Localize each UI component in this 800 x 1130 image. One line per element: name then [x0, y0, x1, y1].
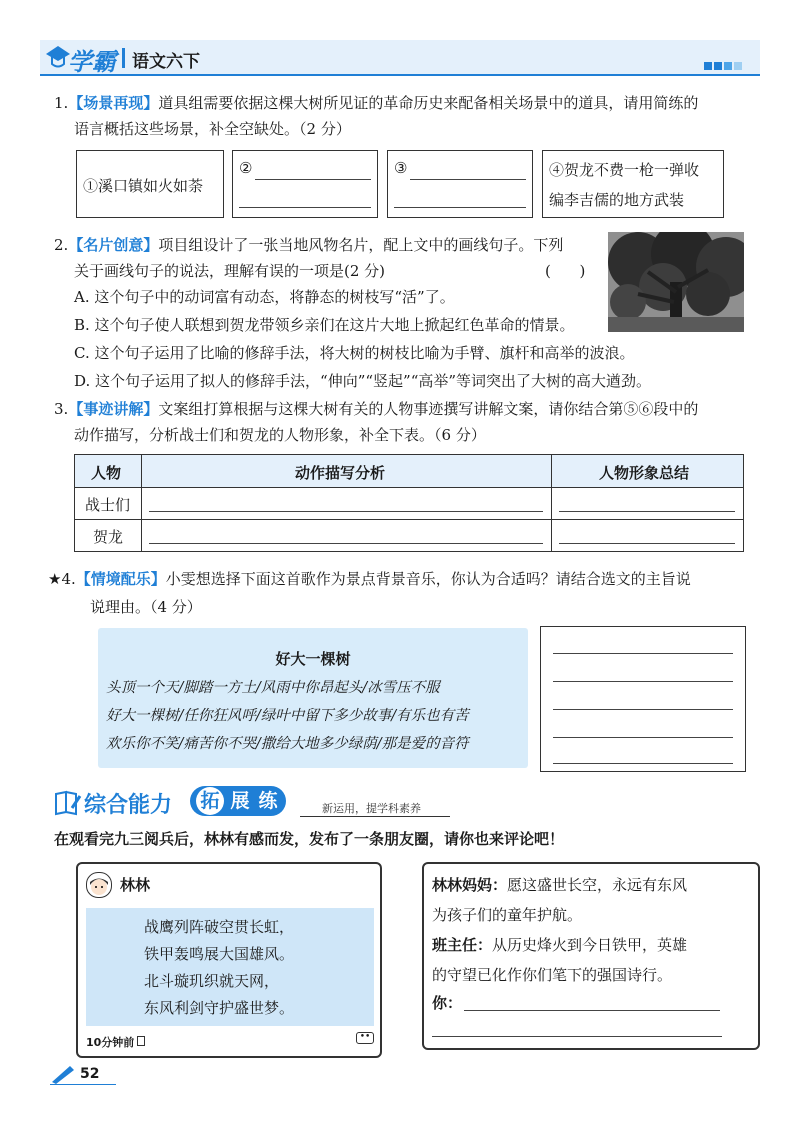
tree-photo	[608, 232, 744, 332]
brand-name: 学霸	[68, 48, 116, 76]
graduation-cap-icon	[44, 42, 70, 72]
q2-option-a[interactable]: A. 这个句子中的动词富有动态，将静态的树枝写“活”了。	[74, 288, 455, 306]
q3-header-analysis: 动作描写分析	[295, 464, 386, 482]
song-line-2: 好大一棵树/任你狂风呼/绿叶中留下多少故事/有乐也有苦	[106, 708, 469, 724]
q5-prompt: 在观看完九三阅兵后，林林有感而发，发布了一条朋友圈，请你也来评论吧！	[54, 830, 565, 848]
avatar	[86, 872, 112, 898]
q3-line2: 动作描写，分析战士们和贺龙的人物形象，补全下表。（6 分）	[74, 426, 486, 444]
header-divider	[122, 48, 125, 68]
you-label: 你：	[432, 994, 463, 1012]
your-comment-line-1[interactable]	[464, 1010, 720, 1011]
q3-blank-2a[interactable]	[149, 543, 543, 544]
header-dots	[704, 55, 742, 74]
q3-line1: 3.【事迹讲解】文案组打算根据与这棵大树有关的人物事迹撰写讲解文案，请你结合第⑤⑥段中的	[54, 400, 699, 418]
q2-answer-paren[interactable]: ( )	[545, 262, 586, 280]
q2-option-d[interactable]: D. 这个句子运用了拟人的修辞手法，“伸向”“竖起”“高举”等词突出了大树的高大遒劲。	[74, 372, 652, 390]
comment-1-line2: 为孩子们的童年护航。	[432, 906, 583, 924]
q2-option-b[interactable]: B. 这个句子使人联想到贺龙带领乡亲们在这片大地上掀起红色革命的情景。	[74, 316, 575, 334]
post-author: 林林	[120, 876, 151, 894]
q2-option-c[interactable]: C. 这个句子运用了比喻的修辞手法，将大树的树枝比喻为手臂、旗杆和高举的波浪。	[74, 344, 635, 362]
q1-box-4: ④贺龙不费一枪一弹收 编李吉儒的地方武装	[542, 150, 724, 218]
q3-blank-1b[interactable]	[559, 511, 735, 512]
q3-row-soldiers: 战士们	[85, 496, 131, 514]
song-line-1: 头顶一个天/脚踏一方土/风雨中你昂起头/冰雪压不服	[106, 680, 440, 696]
footer-rule	[50, 1084, 116, 1085]
q1-box-2[interactable]: ②	[232, 150, 378, 218]
your-comment-line-2[interactable]	[432, 1036, 722, 1037]
moments-post	[76, 862, 382, 1058]
comments-box	[422, 862, 760, 1050]
post-time: 10分钟前	[86, 1034, 145, 1050]
comment-1-line1: 林林妈妈：愿这盛世长空，永远有东风	[432, 876, 688, 894]
pen-icon	[50, 1062, 76, 1084]
section-title: 综合能力	[84, 793, 173, 818]
q1-box-1: ①溪口镇如火如荼	[76, 150, 224, 218]
section-underline	[300, 816, 450, 817]
q1-line2: 语言概括这些场景，补全空缺处。（2 分）	[74, 120, 351, 138]
song-line-3: 欢乐你不笑/痛苦你不哭/撒给大地多少绿荫/那是爱的音符	[106, 736, 469, 752]
q4-line2: 说理由。（4 分）	[90, 598, 202, 616]
q3-blank-2b[interactable]	[559, 543, 735, 544]
page-number: 52	[80, 1066, 100, 1082]
q3-header-summary: 人物形象总结	[599, 464, 690, 482]
header-subject: 语文六下	[132, 52, 200, 72]
q2-line1: 2.【名片创意】项目组设计了一张当地风物名片，配上文中的画线句子。下列	[54, 236, 564, 254]
q3-table	[74, 454, 744, 552]
pencil-book-icon	[54, 790, 82, 816]
q1-line1: 1.【场景再现】道具组需要依据这棵大树所见证的革命历史来配备相关场景中的道具，请用简练的	[54, 94, 699, 112]
post-poem: 战鹰列阵破空贯长虹， 铁甲轰鸣展大国雄风。 北斗璇玑织就天网， 东风利剑守护盛世梦。	[86, 908, 374, 1026]
more-icon[interactable]: ••	[356, 1032, 374, 1044]
q4-answer-box[interactable]	[540, 626, 746, 772]
comment-2-line1: 班主任：从历史烽火到今日铁甲，英雄	[432, 936, 688, 954]
q1-box-3[interactable]: ③	[387, 150, 533, 218]
song-box	[98, 628, 528, 768]
section-badge: 拓 展 练	[190, 786, 286, 816]
q3-header-person: 人物	[91, 464, 122, 482]
brand-logo	[42, 40, 122, 74]
song-title: 好大一棵树	[275, 650, 351, 668]
comment-2-line2: 的守望已化作你们笔下的强国诗行。	[432, 966, 673, 984]
q4-line1: ★4.【情境配乐】小雯想选择下面这首歌作为景点背景音乐，你认为合适吗？请结合选文的主旨说	[48, 570, 691, 588]
q2-line2: 关于画线句子的说法，理解有误的一项是(2 分)	[74, 262, 386, 280]
q3-row-helong: 贺龙	[93, 528, 124, 546]
q3-blank-1a[interactable]	[149, 511, 543, 512]
trash-icon[interactable]	[137, 1036, 145, 1046]
section-tagline: 新运用，提学科素养	[322, 802, 421, 815]
